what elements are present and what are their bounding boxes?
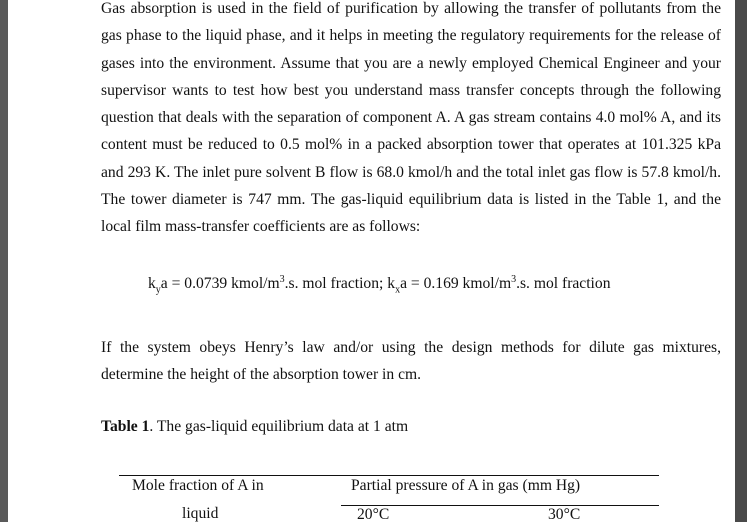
col1-header-line1: Mole fraction of A in: [132, 477, 264, 494]
ky-exponent: 3: [279, 274, 285, 285]
table-top-rule: [119, 475, 659, 476]
subheader-20c: 20°C: [357, 506, 390, 523]
kx-subscript: x: [395, 284, 401, 296]
table-caption-text: . The gas-liquid equilibrium data at 1 atm: [149, 418, 409, 435]
equilibrium-data-table: [119, 475, 659, 525]
problem-intro-paragraph: Gas absorption is used in the field of purification by allowing the transfer of pollutants from the gas phase to the liquid phase, and it helps in meeting the regulatory requirements for the release of gases into the environment. Assume that you are a newly employed Chemical Engineer and your supervisor wants to test how best you understand mass transfer concepts through the following question that deals with the separation of component A. A gas stream contains 4.0 mol% A, and its content must be reduced to 0.5 mol% in a packed absorption tower that operates at 101.325 kPa and 293 K. The inlet pure solvent B flow is 68.0 kmol/h and the total inlet gas flow is 57.8 kmol/h. The tower diameter is 747 mm. The gas-liquid equilibrium data is listed in the Table 1, and the local film mass-transfer coefficients are as follows:: [101, 0, 721, 236]
left-scroll-edge: [0, 0, 8, 522]
table-caption-label: Table 1: [101, 418, 150, 435]
col2-header: Partial pressure of A in gas (mm Hg): [351, 477, 581, 494]
ky-unit: .s. mol fraction;: [284, 275, 384, 293]
question-paragraph: If the system obeys Henry’s law and/or using the design methods for dilute gas mixtures, determine the height of the absorption tower in cm.: [101, 339, 721, 384]
kx-value: a = 0.169 kmol/m: [400, 275, 512, 293]
ky-subscript: y: [155, 284, 161, 296]
kx-unit: .s. mol fraction: [516, 275, 611, 293]
mass-transfer-coefficients-equation: [148, 274, 611, 295]
table-caption: [101, 418, 408, 436]
kx-symbol: k: [387, 275, 396, 293]
col1-header-line2: liquid: [182, 505, 219, 522]
kx-exponent: 3: [511, 274, 517, 285]
ky-value: a = 0.0739 kmol/m: [160, 275, 280, 293]
subheader-30c: 30°C: [548, 506, 581, 523]
right-scrollbar[interactable]: [735, 0, 747, 522]
ky-symbol: k: [148, 275, 156, 293]
